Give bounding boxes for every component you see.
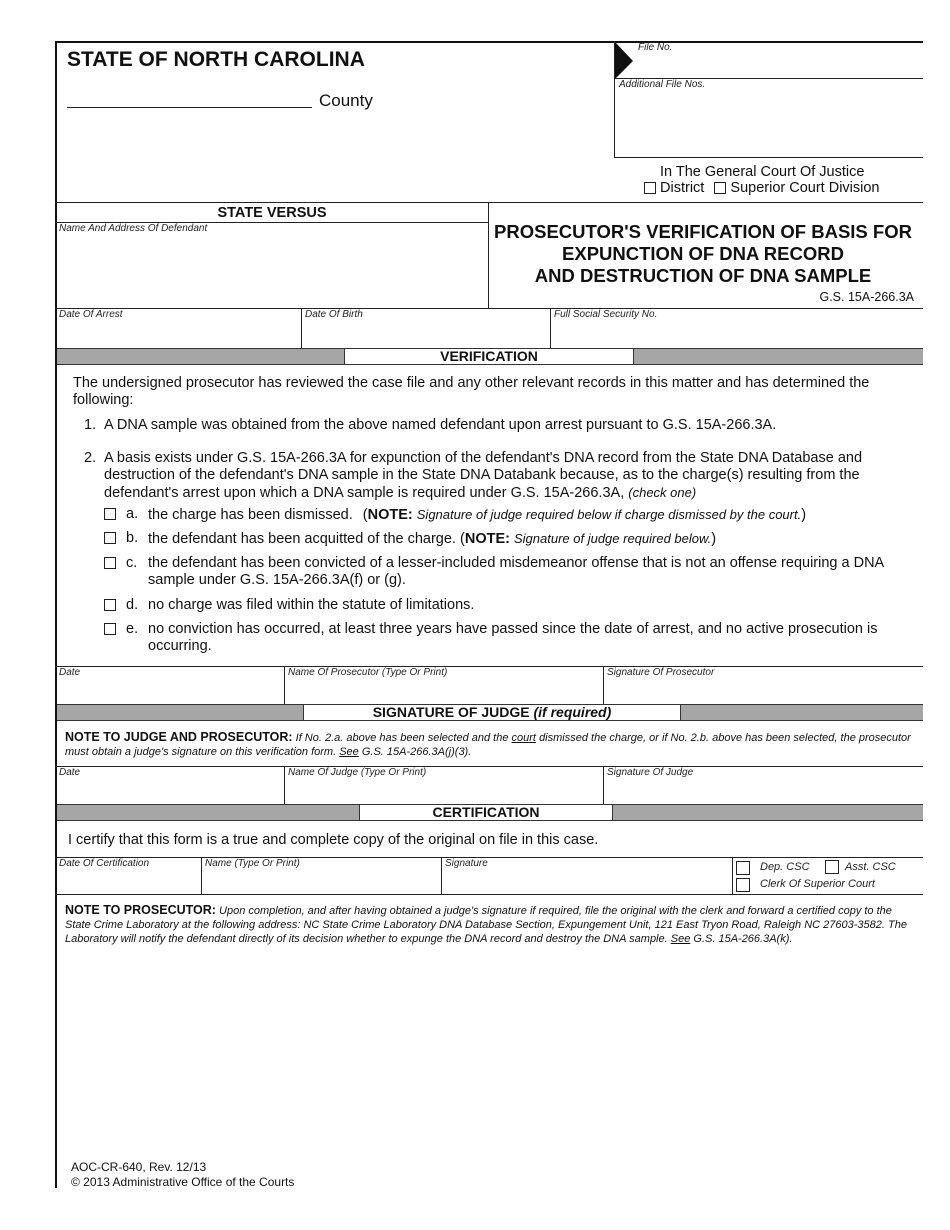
verification-bar <box>57 348 923 365</box>
option-d-checkbox[interactable] <box>104 599 116 611</box>
title-line3: AND DESTRUCTION OF DNA SAMPLE <box>534 265 872 286</box>
court-name: In The General Court Of Justice <box>660 164 865 180</box>
prosecutor-signature-label: Signature Of Prosecutor <box>607 667 715 678</box>
judge-note-see: See <box>339 746 359 758</box>
verification-heading: VERIFICATION <box>344 348 634 365</box>
ssn-label: Full Social Security No. <box>554 309 658 320</box>
statute-ref: G.S. 15A-266.3A <box>819 290 914 304</box>
judge-row-top <box>55 766 923 767</box>
option-e <box>104 621 914 657</box>
judge-bar <box>57 704 923 721</box>
superior-label: Superior Court Division <box>730 180 880 196</box>
option-a-text <box>148 506 918 524</box>
cert-div3 <box>732 857 733 894</box>
option-e-text: no conviction has occurred, at least three years have passed since the date of arrest, and no active prosecution is occurring. <box>148 621 878 654</box>
option-d-letter: d. <box>126 597 139 613</box>
judge-note-part2: dismissed the charge, or if No. 2.b. above has been selected, the prosecutor must obtain a judge's signature on this verification form. <box>65 732 911 758</box>
certification-bar <box>57 804 923 821</box>
judge-heading <box>303 704 681 721</box>
option-a-body: the charge has been dismissed. <box>148 507 353 523</box>
option-c <box>104 555 914 591</box>
option-c-letter: c. <box>126 555 138 571</box>
judge-note-part1: If No. 2.a. above has been selected and the <box>295 732 509 744</box>
prosecutor-date-label: Date <box>59 667 81 678</box>
prosecutor-row-top <box>55 666 923 667</box>
dep-csc-label: Dep. CSC <box>760 861 810 873</box>
top-border <box>55 41 923 43</box>
pros-div2 <box>603 666 604 704</box>
option-c-text: the defendant has been convicted of a lesser-included misdemeanor offense that is not an offense requiring a DNA sample under G.S. 15A-266.3A(f) or (g). <box>148 555 884 588</box>
judge-note-ref: G.S. 15A-266.3A(j)(3). <box>361 746 472 758</box>
judge-heading-text: SIGNATURE OF JUDGE <box>372 704 530 720</box>
prosecutor-note-ref: G.S. 15A-266.3A(k). <box>693 933 793 945</box>
option-a-note-close: ) <box>801 507 807 523</box>
option-b-note-close: ) <box>711 531 717 547</box>
option-a-note-italic: Signature of judge required below if charge dismissed by the court. <box>416 507 802 522</box>
cert-signature-label: Signature <box>445 858 488 869</box>
option-a-note-bold: NOTE: <box>367 507 413 523</box>
defendant-label: Name And Address Of Defendant <box>59 223 208 234</box>
county-label: County <box>319 91 373 110</box>
prosecutor-name-label: Name Of Prosecutor (Type Or Print) <box>288 667 448 678</box>
prosecutor-note-see: See <box>670 933 691 945</box>
option-b-text <box>148 530 918 548</box>
cert-date-label: Date Of Certification <box>59 858 150 869</box>
option-b-note-bold: NOTE: <box>464 531 510 547</box>
prosecutor-note <box>65 903 915 946</box>
judge-heading-italic: (if required) <box>533 704 612 720</box>
cert-row-bottom <box>55 894 923 895</box>
file-no-arrow-icon <box>615 42 635 80</box>
asst-csc-label: Asst. CSC <box>845 861 896 873</box>
copyright: © 2013 Administrative Office of the Courts <box>71 1175 295 1189</box>
judge-signature-label: Signature Of Judge <box>607 767 694 778</box>
option-b-body: the defendant has been acquitted of the charge. <box>148 531 456 547</box>
district-checkbox[interactable] <box>644 182 656 194</box>
option-b-checkbox[interactable] <box>104 532 116 544</box>
clerk-label: Clerk Of Superior Court <box>760 878 875 890</box>
arrest-div2 <box>550 308 551 348</box>
judge-div1 <box>284 766 285 804</box>
title-line2: EXPUNCTION OF DNA RECORD <box>562 243 844 264</box>
option-a-checkbox[interactable] <box>104 508 116 520</box>
judge-note <box>65 730 915 759</box>
item2-body: A basis exists under G.S. 15A-266.3A for expunction of the defendant's DNA record from the State DNA Database and destruction of the defendant's DNA sample in the State DNA Databank because, as to the charge(s) resulting from the defendant's arrest upon which a DNA sample is required under G.S. 15A-266.3A, <box>104 450 863 501</box>
item2-check-one: (check one) <box>628 485 697 500</box>
cert-div2 <box>441 857 442 894</box>
option-d-text: no charge was filed within the statute of limitations. <box>148 597 475 613</box>
district-label: District <box>660 180 705 196</box>
date-of-arrest-label: Date Of Arrest <box>59 309 123 320</box>
option-b-note-open: ( <box>460 531 465 547</box>
judge-date-label: Date <box>59 767 81 778</box>
form-number: AOC-CR-640, Rev. 12/13 <box>71 1160 207 1174</box>
option-b-letter: b. <box>126 530 139 546</box>
file-no-label: File No. <box>638 42 673 53</box>
prosecutor-note-text: Upon completion, and after having obtained a judge's signature if required, file the original with the clerk and forward a certified copy to the State Crime Laboratory at the following address: NC State Crime Laboratory DNA Database Section, Expungement Unit, 121 East Tryon Road, Raleigh NC 27603-3582. The Laboratory will notify the defendant directly of its decision whether to expunge the DNA record and destroy the DNA sample. <box>65 905 907 945</box>
dep-csc-checkbox[interactable] <box>736 861 750 875</box>
judge-name-label: Name Of Judge (Type Or Print) <box>288 767 427 778</box>
prosecutor-note-bold: NOTE TO PROSECUTOR: <box>65 903 216 917</box>
title-line1: PROSECUTOR'S VERIFICATION OF BASIS FOR <box>494 221 912 242</box>
header-divider <box>55 202 923 203</box>
item1-text: A DNA sample was obtained from the above named defendant upon arrest pursuant to G.S. 15A-266.3A. <box>104 417 777 433</box>
judge-note-court: court <box>511 732 536 744</box>
option-a <box>104 506 914 524</box>
item2-num: 2. <box>84 450 97 466</box>
additional-file-nos-label: Additional File Nos. <box>619 79 706 90</box>
certification-heading: CERTIFICATION <box>359 804 613 821</box>
option-e-letter: e. <box>126 621 139 637</box>
pros-div1 <box>284 666 285 704</box>
option-a-letter: a. <box>126 506 139 522</box>
item2-text <box>104 450 904 502</box>
cert-name-label: Name (Type Or Print) <box>205 858 300 869</box>
certification-text: I certify that this form is a true and complete copy of the original on file in this case. <box>68 832 599 848</box>
option-c-checkbox[interactable] <box>104 557 116 569</box>
form-title <box>489 221 917 287</box>
verification-intro: The undersigned prosecutor has reviewed the case file and any other relevant records in this matter and has determined the following: <box>73 375 870 408</box>
date-of-birth-label: Date Of Birth <box>305 309 363 320</box>
option-d <box>104 597 914 615</box>
judge-div2 <box>603 766 604 804</box>
clerk-checkbox[interactable] <box>736 878 750 892</box>
arrest-div1 <box>301 308 302 348</box>
cert-row-top <box>55 857 923 858</box>
option-e-checkbox[interactable] <box>104 623 116 635</box>
state-versus: STATE VERSUS <box>217 205 327 221</box>
option-b <box>104 530 914 548</box>
option-a-note-open: ( <box>362 507 368 523</box>
superior-checkbox[interactable] <box>714 182 726 194</box>
judge-note-bold: NOTE TO JUDGE AND PROSECUTOR: <box>65 730 293 744</box>
cert-div1 <box>201 857 202 894</box>
state-title: STATE OF NORTH CAROLINA <box>67 48 365 71</box>
item1-num: 1. <box>84 417 97 433</box>
file-box-bottom <box>614 157 923 158</box>
arrest-row-top <box>55 308 923 309</box>
option-b-note-italic: Signature of judge required below. <box>513 531 712 546</box>
court-division-row <box>644 180 880 196</box>
county-line[interactable] <box>67 107 312 108</box>
asst-csc-checkbox[interactable] <box>825 860 839 874</box>
